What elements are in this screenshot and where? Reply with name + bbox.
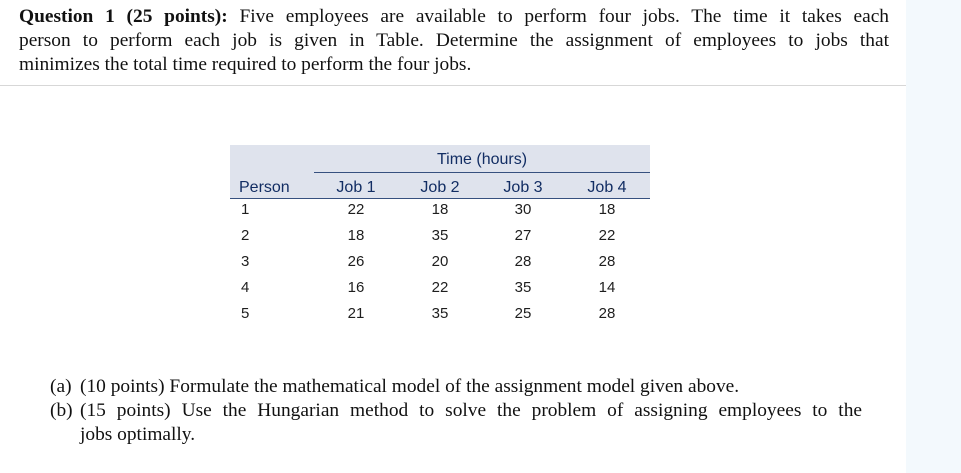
table-cell: 21: [347, 305, 365, 322]
question-text: [19, 5, 889, 77]
table-cell: 30: [514, 201, 532, 218]
table-cell: 5: [241, 305, 250, 322]
table-cell: 35: [431, 227, 449, 244]
question-lead: Question 1 (25 points):: [19, 6, 228, 27]
column-header-person: Person: [239, 179, 290, 196]
column-header-job-3: Job 3: [503, 179, 543, 196]
part-b-text-line-2: jobs optimally.: [80, 424, 196, 445]
table-cell: 14: [598, 279, 616, 296]
question-line-2: person to perform each job is given in Table. Determine the assignment of employees to jobs that: [19, 30, 889, 51]
header-bottom-rule: [230, 198, 650, 199]
table-cell: 18: [598, 201, 616, 218]
table-cell: 28: [514, 253, 532, 270]
column-header-job-1: Job 1: [336, 179, 376, 196]
column-header-job-4: Job 4: [587, 179, 627, 196]
question-line-3: minimizes the total time required to perform the four jobs.: [19, 54, 472, 75]
table-cell: 16: [347, 279, 365, 296]
question-line-1: Question 1 (25 points): Five employees are available to perform four jobs. The time it takes each: [19, 6, 890, 27]
table-cell: 18: [347, 227, 365, 244]
part-a-label: (a): [50, 376, 72, 397]
time-table: [230, 145, 650, 343]
table-cell: 4: [241, 279, 250, 296]
table-cell: 3: [241, 253, 250, 270]
table-cell: 27: [514, 227, 532, 244]
table-cell: 28: [598, 305, 616, 322]
table-cell: 22: [598, 227, 616, 244]
group-header-time-hours: Time (hours): [436, 151, 528, 168]
table-cell: 20: [431, 253, 449, 270]
part-b-text-line-1: (15 points) Use the Hungarian method to solve the problem of assigning employees to the: [80, 400, 862, 421]
column-header-job-2: Job 2: [420, 179, 460, 196]
table-cell: 28: [598, 253, 616, 270]
part-b-label: (b): [50, 400, 73, 421]
table-cell: 35: [514, 279, 532, 296]
table-cell: 26: [347, 253, 365, 270]
part-a: [50, 375, 862, 399]
part-b: [50, 399, 862, 447]
question-parts: [50, 375, 862, 447]
table-cell: 22: [431, 279, 449, 296]
group-header-underline: [314, 172, 650, 173]
table-cell: 18: [431, 201, 449, 218]
table-cell: 25: [514, 305, 532, 322]
part-a-text: (10 points) Formulate the mathematical model of the assignment model given above.: [80, 376, 740, 397]
table-cell: 35: [431, 305, 449, 322]
table-cell: 2: [241, 227, 250, 244]
table-cell: 1: [241, 201, 250, 218]
table-cell: 22: [347, 201, 365, 218]
right-margin-strip: [906, 0, 961, 473]
section-divider: [0, 85, 906, 86]
